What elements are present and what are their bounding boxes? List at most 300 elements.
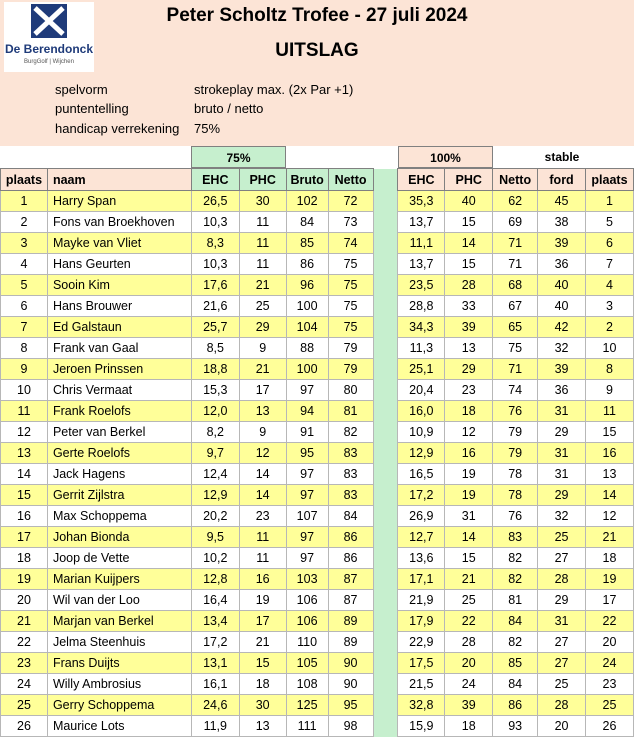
cell-phc-100: 14 — [445, 233, 493, 254]
separator — [373, 569, 398, 590]
cell-phc-100: 16 — [445, 443, 493, 464]
cell-netto-75: 86 — [328, 527, 373, 548]
cell-stableford: 31 — [538, 464, 586, 485]
header-banner — [0, 0, 634, 80]
cell-phc-100: 15 — [445, 212, 493, 233]
cell-ehc-75: 9,5 — [191, 527, 239, 548]
col-netto-75: Netto — [328, 169, 373, 191]
cell-phc-75: 19 — [239, 590, 286, 611]
cell-bruto: 103 — [286, 569, 328, 590]
cell-phc-75: 12 — [239, 443, 286, 464]
cell-ehc-100: 17,2 — [398, 485, 445, 506]
cell-plaats: 7 — [1, 317, 48, 338]
cell-bruto: 105 — [286, 653, 328, 674]
cell-plaats-stableford: 20 — [585, 632, 633, 653]
cell-ehc-100: 13,7 — [398, 254, 445, 275]
table-row — [1, 338, 634, 359]
separator — [373, 590, 398, 611]
cell-netto-100: 78 — [493, 464, 538, 485]
cell-ehc-100: 10,9 — [398, 422, 445, 443]
cell-bruto: 104 — [286, 317, 328, 338]
cell-plaats: 23 — [1, 653, 48, 674]
cell-phc-100: 40 — [445, 191, 493, 212]
cell-naam: Frank van Gaal — [47, 338, 191, 359]
cell-plaats: 10 — [1, 380, 48, 401]
cell-netto-100: 78 — [493, 485, 538, 506]
cell-bruto: 84 — [286, 212, 328, 233]
cell-phc-75: 9 — [239, 338, 286, 359]
table-row — [1, 422, 634, 443]
cell-bruto: 97 — [286, 527, 328, 548]
cell-plaats: 20 — [1, 590, 48, 611]
cell-netto-100: 62 — [493, 191, 538, 212]
table-row — [1, 527, 634, 548]
cell-netto-75: 79 — [328, 338, 373, 359]
cell-phc-75: 25 — [239, 296, 286, 317]
cell-naam: Marian Kuijpers — [47, 569, 191, 590]
cell-netto-100: 84 — [493, 674, 538, 695]
table-row — [1, 695, 634, 716]
table-row — [1, 611, 634, 632]
separator — [373, 275, 398, 296]
cell-phc-100: 19 — [445, 464, 493, 485]
table-row — [1, 401, 634, 422]
table-row — [1, 653, 634, 674]
cell-phc-100: 14 — [445, 527, 493, 548]
cell-netto-75: 89 — [328, 611, 373, 632]
table-row — [1, 548, 634, 569]
separator — [373, 212, 398, 233]
cell-plaats: 6 — [1, 296, 48, 317]
col-naam: naam — [47, 169, 191, 191]
cell-netto-75: 83 — [328, 485, 373, 506]
club-subtitle: BurgGolf | Wijchen — [24, 59, 74, 65]
cell-netto-100: 82 — [493, 632, 538, 653]
cell-ehc-100: 25,1 — [398, 359, 445, 380]
cell-ehc-75: 16,1 — [191, 674, 239, 695]
table-row — [1, 275, 634, 296]
cell-plaats: 14 — [1, 464, 48, 485]
table-row — [1, 443, 634, 464]
cell-bruto: 85 — [286, 233, 328, 254]
cell-ehc-100: 15,9 — [398, 716, 445, 737]
cell-phc-100: 25 — [445, 590, 493, 611]
cell-ehc-75: 13,4 — [191, 611, 239, 632]
cell-naam: Harry Span — [47, 191, 191, 212]
cell-plaats-stableford: 11 — [585, 401, 633, 422]
cell-stableford: 29 — [538, 485, 586, 506]
cell-phc-100: 15 — [445, 548, 493, 569]
separator — [373, 443, 398, 464]
cell-plaats: 5 — [1, 275, 48, 296]
col-ehc-75: EHC — [191, 169, 239, 191]
cell-phc-75: 11 — [239, 233, 286, 254]
cell-plaats-stableford: 6 — [585, 233, 633, 254]
cell-stableford: 36 — [538, 380, 586, 401]
cell-stableford: 40 — [538, 296, 586, 317]
cell-netto-75: 73 — [328, 212, 373, 233]
cell-naam: Fons van Broekhoven — [47, 212, 191, 233]
cell-ehc-100: 12,9 — [398, 443, 445, 464]
cell-stableford: 29 — [538, 590, 586, 611]
cell-bruto: 97 — [286, 464, 328, 485]
cell-plaats: 18 — [1, 548, 48, 569]
separator — [373, 611, 398, 632]
cell-plaats: 1 — [1, 191, 48, 212]
cell-netto-75: 95 — [328, 695, 373, 716]
cell-bruto: 96 — [286, 275, 328, 296]
column-header-row — [1, 169, 634, 191]
cell-netto-75: 83 — [328, 443, 373, 464]
cell-stableford: 27 — [538, 548, 586, 569]
cell-plaats: 17 — [1, 527, 48, 548]
cell-phc-75: 15 — [239, 653, 286, 674]
cell-netto-100: 84 — [493, 611, 538, 632]
results-body — [1, 191, 634, 737]
cell-stableford: 31 — [538, 401, 586, 422]
club-logo — [4, 2, 94, 72]
cell-phc-75: 13 — [239, 716, 286, 737]
cell-naam: Willy Ambrosius — [47, 674, 191, 695]
cell-ehc-100: 13,7 — [398, 212, 445, 233]
cell-naam: Marjan van Berkel — [47, 611, 191, 632]
cell-netto-75: 79 — [328, 359, 373, 380]
cell-bruto: 108 — [286, 674, 328, 695]
cell-ehc-75: 18,8 — [191, 359, 239, 380]
cell-phc-100: 22 — [445, 611, 493, 632]
table-row — [1, 485, 634, 506]
cell-plaats-stableford: 22 — [585, 611, 633, 632]
separator — [373, 674, 398, 695]
cell-phc-100: 33 — [445, 296, 493, 317]
cell-bruto: 106 — [286, 611, 328, 632]
cell-stableford: 32 — [538, 506, 586, 527]
cell-stableford: 20 — [538, 716, 586, 737]
cell-naam: Gerte Roelofs — [47, 443, 191, 464]
cell-plaats-stableford: 18 — [585, 548, 633, 569]
cell-plaats: 11 — [1, 401, 48, 422]
cell-bruto: 106 — [286, 590, 328, 611]
col-plaats: plaats — [1, 169, 48, 191]
cell-phc-100: 18 — [445, 716, 493, 737]
cell-ehc-75: 8,3 — [191, 233, 239, 254]
cell-stableford: 39 — [538, 233, 586, 254]
separator — [373, 169, 398, 191]
cell-netto-100: 69 — [493, 212, 538, 233]
cell-netto-75: 74 — [328, 233, 373, 254]
cell-bruto: 97 — [286, 485, 328, 506]
results-table — [0, 168, 634, 737]
cell-netto-75: 83 — [328, 464, 373, 485]
cell-stableford: 31 — [538, 611, 586, 632]
cell-netto-75: 75 — [328, 317, 373, 338]
separator — [373, 401, 398, 422]
separator — [373, 485, 398, 506]
cell-plaats-stableford: 15 — [585, 422, 633, 443]
cell-phc-75: 9 — [239, 422, 286, 443]
cell-netto-100: 83 — [493, 527, 538, 548]
cell-ehc-75: 17,6 — [191, 275, 239, 296]
cell-stableford: 40 — [538, 275, 586, 296]
separator — [373, 548, 398, 569]
cell-stableford: 39 — [538, 359, 586, 380]
cell-naam: Frans Duijts — [47, 653, 191, 674]
table-row — [1, 464, 634, 485]
separator — [373, 632, 398, 653]
cell-ehc-75: 12,4 — [191, 464, 239, 485]
cell-ehc-75: 13,1 — [191, 653, 239, 674]
cell-phc-100: 28 — [445, 632, 493, 653]
info-value: strokeplay max. (2x Par +1) — [194, 82, 354, 97]
cell-ehc-100: 21,5 — [398, 674, 445, 695]
cell-netto-100: 79 — [493, 443, 538, 464]
cell-ehc-100: 13,6 — [398, 548, 445, 569]
separator — [373, 653, 398, 674]
separator — [373, 716, 398, 737]
cell-stableford: 28 — [538, 695, 586, 716]
cell-ehc-75: 8,5 — [191, 338, 239, 359]
table-row — [1, 191, 634, 212]
cell-phc-75: 11 — [239, 527, 286, 548]
cell-naam: Jelma Steenhuis — [47, 632, 191, 653]
separator — [373, 296, 398, 317]
cell-plaats: 9 — [1, 359, 48, 380]
cell-ehc-100: 22,9 — [398, 632, 445, 653]
cell-phc-75: 17 — [239, 611, 286, 632]
table-row — [1, 506, 634, 527]
cell-phc-75: 14 — [239, 485, 286, 506]
cell-plaats-stableford: 23 — [585, 674, 633, 695]
cell-plaats: 13 — [1, 443, 48, 464]
cell-plaats-stableford: 9 — [585, 380, 633, 401]
cell-ehc-100: 26,9 — [398, 506, 445, 527]
cell-plaats: 24 — [1, 674, 48, 695]
table-row — [1, 716, 634, 737]
cell-phc-75: 17 — [239, 380, 286, 401]
separator — [373, 527, 398, 548]
cell-netto-100: 79 — [493, 422, 538, 443]
cell-naam: Gerry Schoppema — [47, 695, 191, 716]
cell-naam: Hans Brouwer — [47, 296, 191, 317]
cell-ehc-100: 11,1 — [398, 233, 445, 254]
cell-naam: Mayke van Vliet — [47, 233, 191, 254]
cell-naam: Ed Galstaun — [47, 317, 191, 338]
separator — [373, 380, 398, 401]
cell-phc-75: 13 — [239, 401, 286, 422]
cell-ehc-75: 11,9 — [191, 716, 239, 737]
cell-plaats-stableford: 2 — [585, 317, 633, 338]
cell-bruto: 94 — [286, 401, 328, 422]
cell-netto-75: 72 — [328, 191, 373, 212]
cell-netto-75: 86 — [328, 548, 373, 569]
cell-phc-100: 39 — [445, 695, 493, 716]
cell-netto-100: 68 — [493, 275, 538, 296]
cell-ehc-75: 10,3 — [191, 254, 239, 275]
cell-plaats: 4 — [1, 254, 48, 275]
club-name: De Berendonck — [4, 42, 94, 56]
cell-phc-75: 30 — [239, 695, 286, 716]
cell-plaats-stableford: 10 — [585, 338, 633, 359]
group-header-75: 75% — [191, 146, 286, 168]
cell-netto-75: 75 — [328, 296, 373, 317]
separator — [373, 338, 398, 359]
cell-ehc-75: 16,4 — [191, 590, 239, 611]
cell-plaats: 19 — [1, 569, 48, 590]
cell-stableford: 28 — [538, 569, 586, 590]
col-netto-100: Netto — [493, 169, 538, 191]
cell-ehc-100: 35,3 — [398, 191, 445, 212]
cell-stableford: 38 — [538, 212, 586, 233]
cell-phc-100: 24 — [445, 674, 493, 695]
col-stableford: ford — [538, 169, 586, 191]
cell-naam: Jeroen Prinssen — [47, 359, 191, 380]
table-row — [1, 632, 634, 653]
cell-netto-75: 75 — [328, 254, 373, 275]
cell-plaats-stableford: 12 — [585, 506, 633, 527]
cell-stableford: 42 — [538, 317, 586, 338]
cell-plaats-stableford: 7 — [585, 254, 633, 275]
cell-stableford: 27 — [538, 653, 586, 674]
cell-netto-75: 90 — [328, 653, 373, 674]
cell-netto-100: 67 — [493, 296, 538, 317]
cell-plaats-stableford: 16 — [585, 443, 633, 464]
cell-ehc-100: 11,3 — [398, 338, 445, 359]
cell-netto-100: 76 — [493, 506, 538, 527]
cell-ehc-75: 12,9 — [191, 485, 239, 506]
separator — [373, 317, 398, 338]
cell-phc-75: 21 — [239, 632, 286, 653]
separator — [373, 254, 398, 275]
cross-shield-icon — [31, 4, 67, 38]
cell-plaats: 21 — [1, 611, 48, 632]
cell-phc-100: 21 — [445, 569, 493, 590]
cell-phc-75: 30 — [239, 191, 286, 212]
cell-bruto: 111 — [286, 716, 328, 737]
cell-ehc-100: 21,9 — [398, 590, 445, 611]
table-row — [1, 359, 634, 380]
cell-phc-100: 19 — [445, 485, 493, 506]
cell-bruto: 95 — [286, 443, 328, 464]
cell-naam: Chris Vermaat — [47, 380, 191, 401]
cell-naam: Maurice Lots — [47, 716, 191, 737]
cell-netto-100: 85 — [493, 653, 538, 674]
cell-ehc-75: 12,8 — [191, 569, 239, 590]
cell-naam: Frank Roelofs — [47, 401, 191, 422]
cell-naam: Gerrit Zijlstra — [47, 485, 191, 506]
cell-plaats: 8 — [1, 338, 48, 359]
cell-naam: Sooin Kim — [47, 275, 191, 296]
cell-bruto: 86 — [286, 254, 328, 275]
cell-stableford: 36 — [538, 254, 586, 275]
info-value: 75% — [194, 121, 221, 136]
cell-phc-100: 15 — [445, 254, 493, 275]
cell-phc-100: 13 — [445, 338, 493, 359]
cell-ehc-75: 20,2 — [191, 506, 239, 527]
cell-ehc-100: 23,5 — [398, 275, 445, 296]
cell-ehc-100: 34,3 — [398, 317, 445, 338]
separator — [373, 191, 398, 212]
cell-ehc-75: 10,2 — [191, 548, 239, 569]
cell-netto-75: 90 — [328, 674, 373, 695]
cell-plaats-stableford: 19 — [585, 569, 633, 590]
table-row — [1, 380, 634, 401]
cell-netto-100: 65 — [493, 317, 538, 338]
cell-bruto: 97 — [286, 548, 328, 569]
cell-netto-75: 84 — [328, 506, 373, 527]
cell-stableford: 45 — [538, 191, 586, 212]
page-title: Peter Scholtz Trofee - 27 juli 2024 — [166, 5, 468, 26]
table-row — [1, 296, 634, 317]
cell-plaats: 22 — [1, 632, 48, 653]
cell-plaats-stableford: 5 — [585, 212, 633, 233]
cell-phc-100: 18 — [445, 401, 493, 422]
cell-netto-75: 87 — [328, 569, 373, 590]
cell-bruto: 102 — [286, 191, 328, 212]
cell-plaats-stableford: 1 — [585, 191, 633, 212]
separator — [373, 506, 398, 527]
cell-plaats: 25 — [1, 695, 48, 716]
cell-netto-100: 75 — [493, 338, 538, 359]
cell-ehc-100: 16,0 — [398, 401, 445, 422]
separator — [373, 359, 398, 380]
cell-plaats-stableford: 8 — [585, 359, 633, 380]
cell-ehc-75: 12,0 — [191, 401, 239, 422]
col-bruto: Bruto — [286, 169, 328, 191]
group-header-100: 100% — [398, 146, 493, 168]
cell-plaats: 2 — [1, 212, 48, 233]
separator — [373, 422, 398, 443]
cell-ehc-100: 17,9 — [398, 611, 445, 632]
cell-plaats-stableford: 13 — [585, 464, 633, 485]
cell-plaats: 26 — [1, 716, 48, 737]
cell-netto-100: 71 — [493, 359, 538, 380]
cell-naam: Peter van Berkel — [47, 422, 191, 443]
cell-bruto: 88 — [286, 338, 328, 359]
table-row — [1, 233, 634, 254]
cell-phc-75: 14 — [239, 464, 286, 485]
cell-bruto: 97 — [286, 380, 328, 401]
cell-ehc-100: 17,5 — [398, 653, 445, 674]
cell-netto-75: 80 — [328, 380, 373, 401]
cell-plaats-stableford: 24 — [585, 653, 633, 674]
page-subtitle: UITSLAG — [275, 40, 359, 61]
cell-netto-75: 98 — [328, 716, 373, 737]
cell-naam: Joop de Vette — [47, 548, 191, 569]
col-phc-75: PHC — [239, 169, 286, 191]
cell-ehc-75: 24,6 — [191, 695, 239, 716]
cell-plaats-stableford: 3 — [585, 296, 633, 317]
cell-phc-100: 28 — [445, 275, 493, 296]
cell-phc-75: 18 — [239, 674, 286, 695]
cell-stableford: 31 — [538, 443, 586, 464]
cell-naam: Johan Bionda — [47, 527, 191, 548]
cell-stableford: 25 — [538, 527, 586, 548]
table-row — [1, 254, 634, 275]
cell-naam: Jack Hagens — [47, 464, 191, 485]
cell-bruto: 107 — [286, 506, 328, 527]
table-row — [1, 212, 634, 233]
cell-netto-75: 89 — [328, 632, 373, 653]
cell-phc-100: 20 — [445, 653, 493, 674]
cell-phc-75: 21 — [239, 275, 286, 296]
cell-plaats-stableford: 14 — [585, 485, 633, 506]
cell-plaats-stableford: 17 — [585, 590, 633, 611]
cell-plaats: 16 — [1, 506, 48, 527]
cell-netto-100: 82 — [493, 569, 538, 590]
cell-ehc-75: 9,7 — [191, 443, 239, 464]
cell-netto-100: 81 — [493, 590, 538, 611]
cell-bruto: 125 — [286, 695, 328, 716]
